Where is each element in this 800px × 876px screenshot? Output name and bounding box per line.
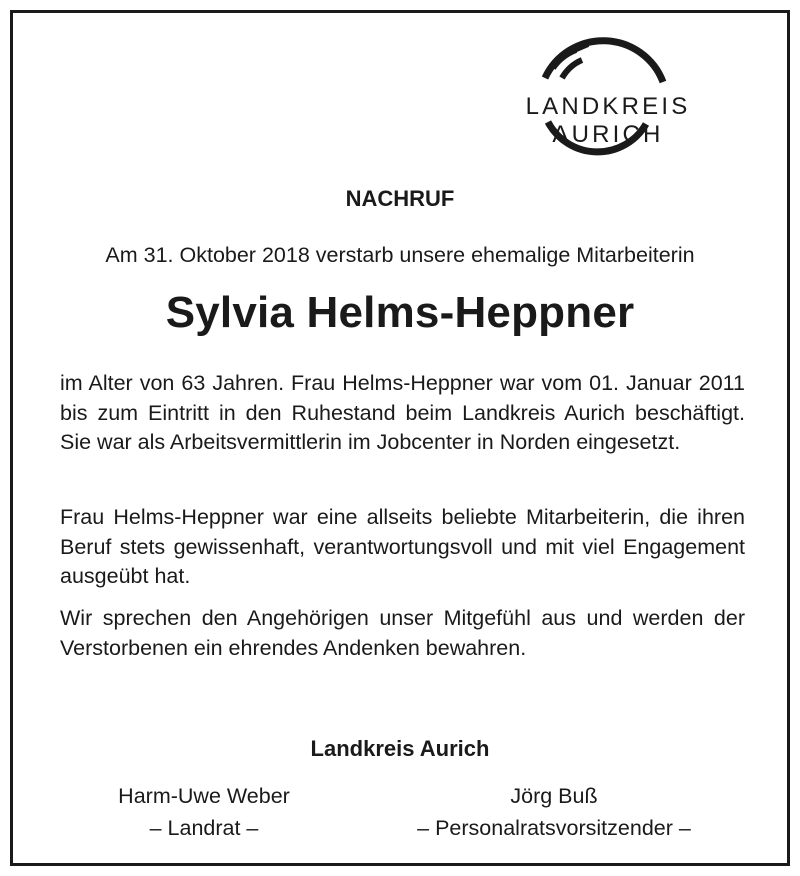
deceased-name: Sylvia Helms-Heppner (165, 288, 635, 337)
paragraph-appreciation: Frau Helms-Heppner war eine allseits beliebte Mitarbeiterin, die ihren Beruf stets gewissenhaft, verantwortungsvoll und mit viel Engagement ausgeübt hat. (60, 505, 745, 588)
notice-title: NACHRUF (345, 186, 455, 211)
signature-left (54, 780, 354, 844)
landkreis-aurich-logo (466, 38, 750, 150)
signing-organization: Landkreis Aurich (310, 736, 490, 761)
paragraph-career: im Alter von 63 Jahren. Frau Helms-Heppner war vom 01. Januar 2011 bis zum Eintritt in den Ruhestand beim Landkreis Aurich beschäftigt. Sie war als Arbeitsvermittlerin im Jobcenter in Norden eingesetzt. (60, 371, 745, 454)
signatory-role: – Landrat – (149, 816, 259, 840)
signatory-name: Jörg Buß (510, 784, 598, 808)
notice-intro: Am 31. Oktober 2018 verstarb unsere ehemalige Mitarbeiterin (105, 243, 695, 267)
paragraph-condolence: Wir sprechen den Angehörigen unser Mitgefühl aus und werden der Verstorbenen ein ehrendes Andenken bewahren. (60, 606, 745, 660)
signature-right (404, 780, 704, 844)
logo-text: LANDKREIS AURICH (525, 93, 691, 148)
signatory-name: Harm-Uwe Weber (118, 784, 290, 808)
signatory-role: – Personalratsvorsitzender – (417, 816, 691, 840)
